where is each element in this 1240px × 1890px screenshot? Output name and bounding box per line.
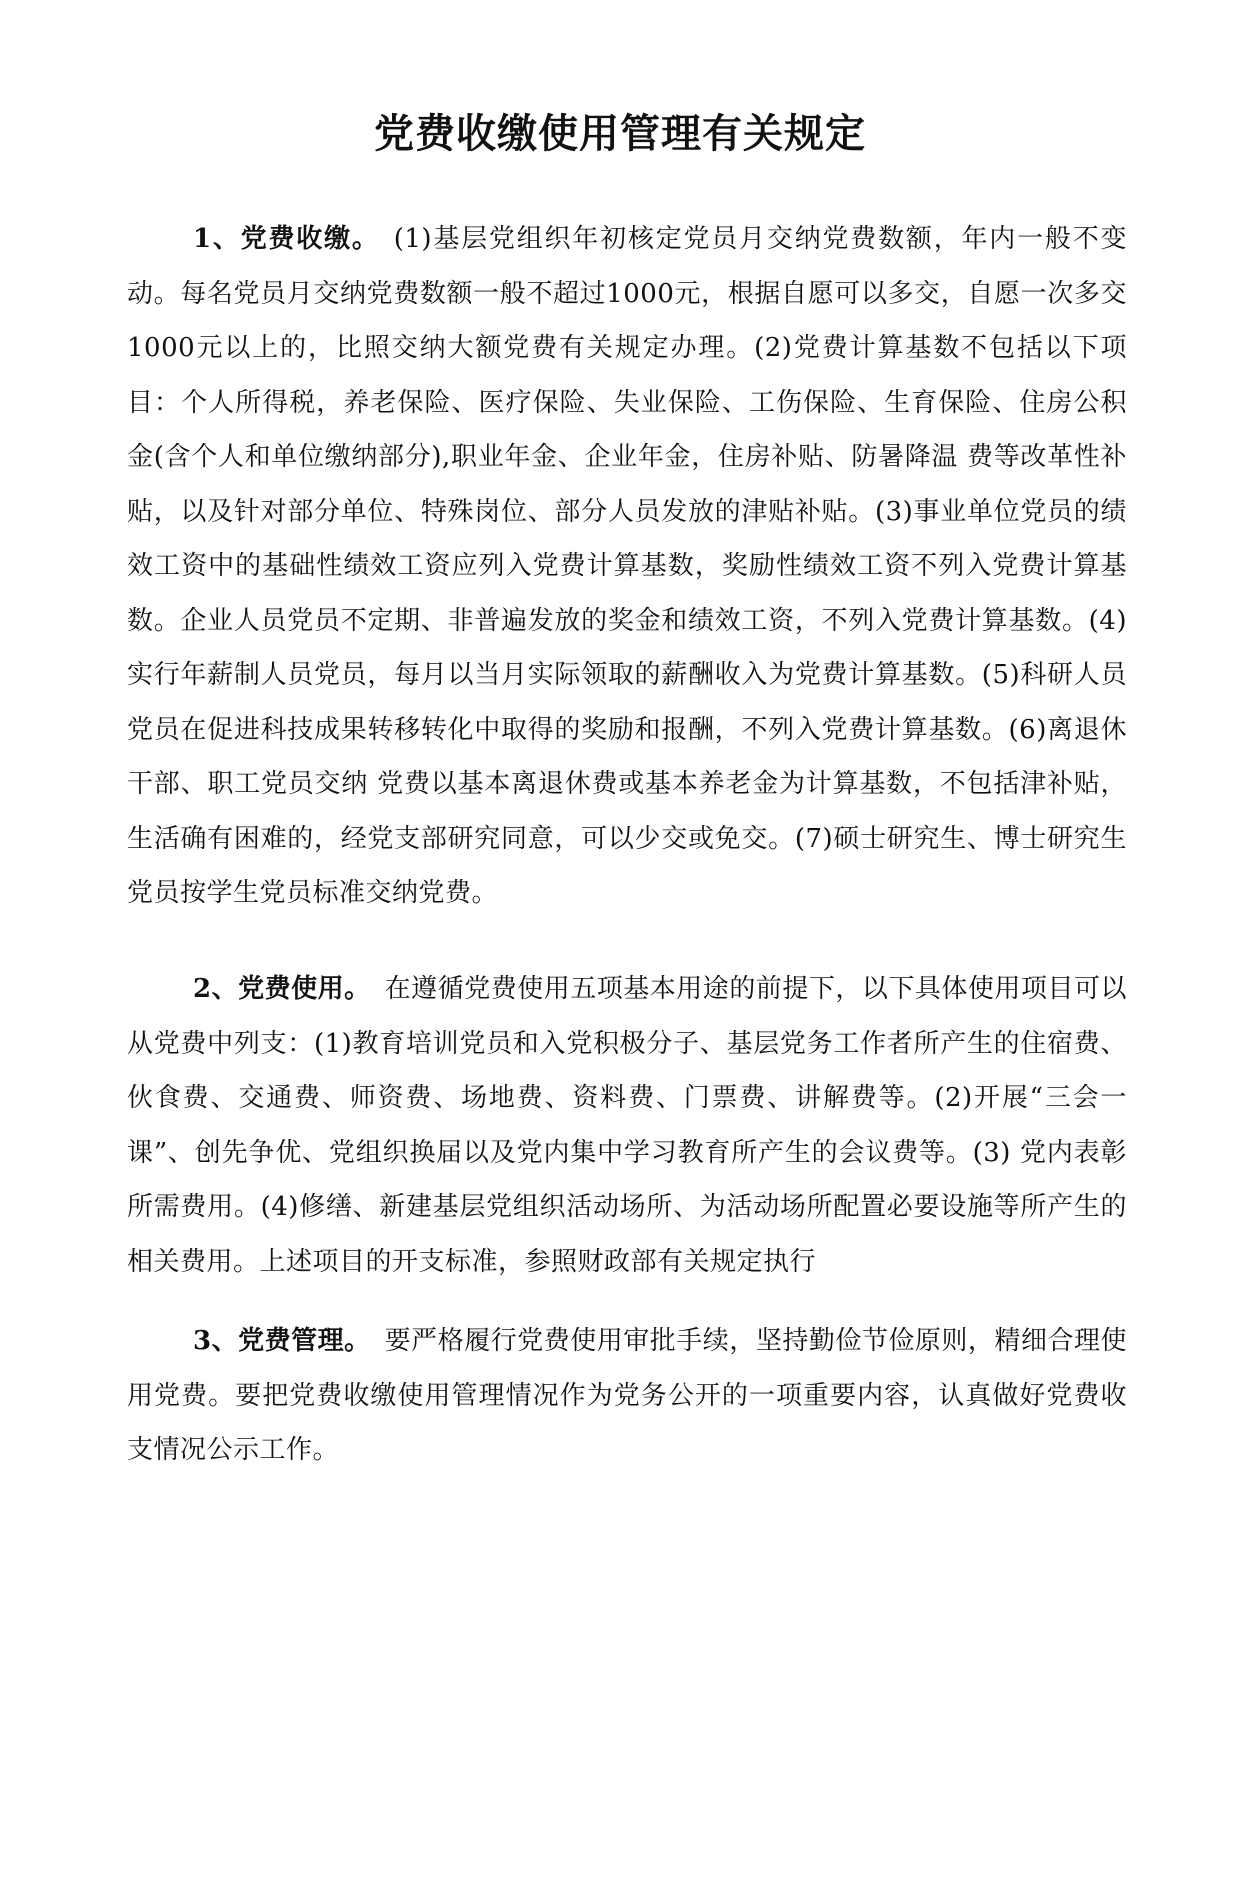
- section-body: (1)基层党组织年初核定党员月交纳党费数额，年内一般不变动。每名党员月交纳党费数额一般不超过1000元，根据自愿可以多交，自愿一次多交1000元以上的，比照交纳大额党费有关规定办理。(2)党费计算基数不包括以下项目：个人所得税，养老保险、医疗保险、失业保险、工伤保险、生育保险、住房公积金(含个人和单位缴纳部分),职业年金、企业年金，住房补贴、防暑降温 费等改革性补贴，以及针对部分单位、特殊岗位、部分人员发放的津贴补贴。(3)事业单位党员的绩效工资中的基础性绩效工资应列入党费计算基数，奖励性绩效工资不列入党费计算基数。企业人员党员不定期、非普遍发放的奖金和绩效工资，不列入党费计算基数。(4)实行年薪制人员党员，每月以当月实际领取的薪酬收入为党费计算基数。(5)科研人员党员在促进科技成果转移转化中取得的奖励和报酬，不列入党费计算基数。(6)离退休干部、职工党员交纳 党费以基本离退休费或基本养老金为计算基数，不包括津补贴，生活确有困难的，经党支部研究同意，可以少交或免交。(7)硕士研究生、博士研究生党员按学生党员标准交纳党费。: [127, 224, 1127, 908]
- section-management: [127, 1314, 1127, 1478]
- section-heading: 3、党费管理。: [193, 1326, 371, 1356]
- document-title: 党费收缴使用管理有关规定: [374, 110, 866, 157]
- section-usage: [127, 962, 1127, 1289]
- section-heading: 1、党费收缴。: [193, 224, 380, 254]
- section-body: 在遵循党费使用五项基本用途的前提下，以下具体使用项目可以从党费中列支：(1)教育培训党员和入党积极分子、基层党务工作者所产生的住宿费、伙食费、交通费、师资费、场地费、资料费、门票费、讲解费等。(2)开展“三会一课”、创先争优、党组织换届以及党内集中学习教育所产生的会议费等。(3) 党内表彰所需费用。(4)修缮、新建基层党组织活动场所、为活动场所配置必要设施等所产生的相关费用。上述项目的开支标准，参照财政部有关规定执行: [127, 974, 1127, 1277]
- section-collection: [127, 212, 1127, 921]
- section-heading: 2、党费使用。: [193, 974, 371, 1004]
- section-body: 要严格履行党费使用审批手续，坚持勤俭节俭原则，精细合理使用党费。要把党费收缴使用管理情况作为党务公开的一项重要内容，认真做好党费收支情况公示工作。: [127, 1326, 1127, 1465]
